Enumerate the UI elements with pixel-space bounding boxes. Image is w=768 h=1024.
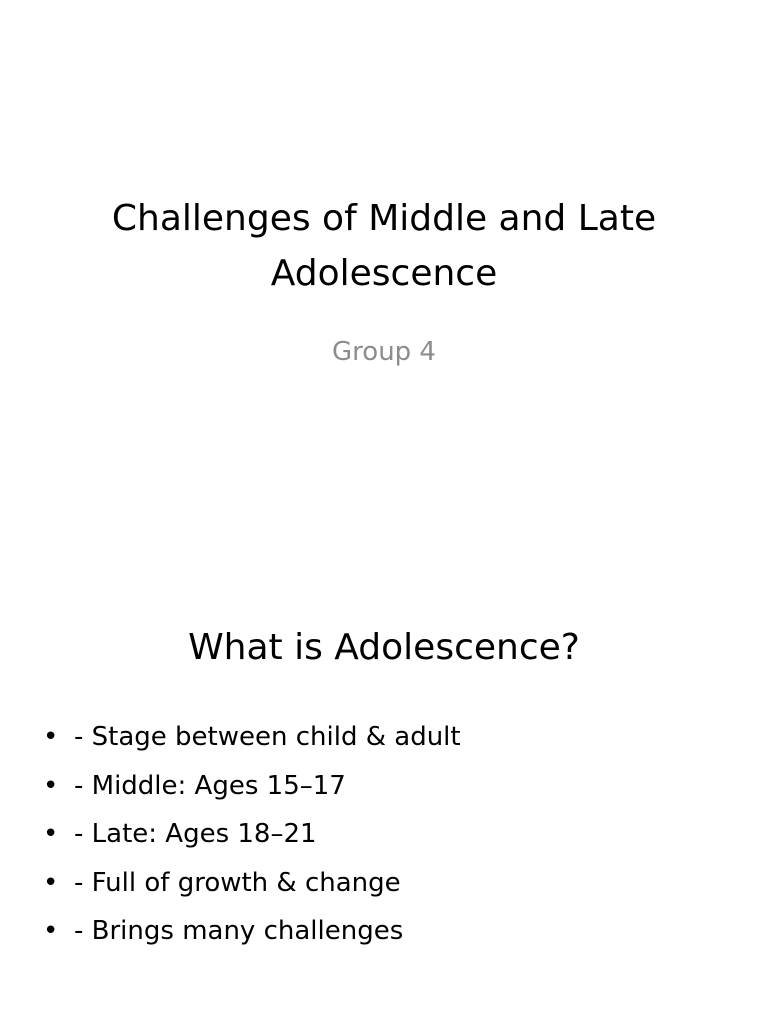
bullet-text: - Stage between child & adult xyxy=(74,722,461,752)
slide-title: What is Adolescence? xyxy=(188,627,580,668)
bullet-icon: • xyxy=(43,770,59,801)
slide-title: Challenges of Middle and Late Adolescence xyxy=(111,198,657,294)
bullet-item xyxy=(38,907,728,956)
bullet-item xyxy=(38,762,728,811)
bullet-item xyxy=(38,859,728,908)
bullet-icon: • xyxy=(43,722,59,752)
bullet-text: - Full of growth & change xyxy=(74,867,401,898)
bullet-text: - Middle: Ages 15–17 xyxy=(74,770,346,801)
bullet-list xyxy=(38,713,728,956)
bullet-icon: • xyxy=(43,867,59,898)
bullet-text: - Late: Ages 18–21 xyxy=(74,819,317,849)
content-slide xyxy=(0,512,768,1024)
bullet-text: - Brings many challenges xyxy=(74,916,404,946)
bullet-item xyxy=(38,810,728,859)
bullet-item xyxy=(38,713,728,762)
slide-subtitle: Group 4 xyxy=(332,337,436,367)
bullet-icon: • xyxy=(43,916,59,946)
bullet-icon: • xyxy=(43,819,59,849)
